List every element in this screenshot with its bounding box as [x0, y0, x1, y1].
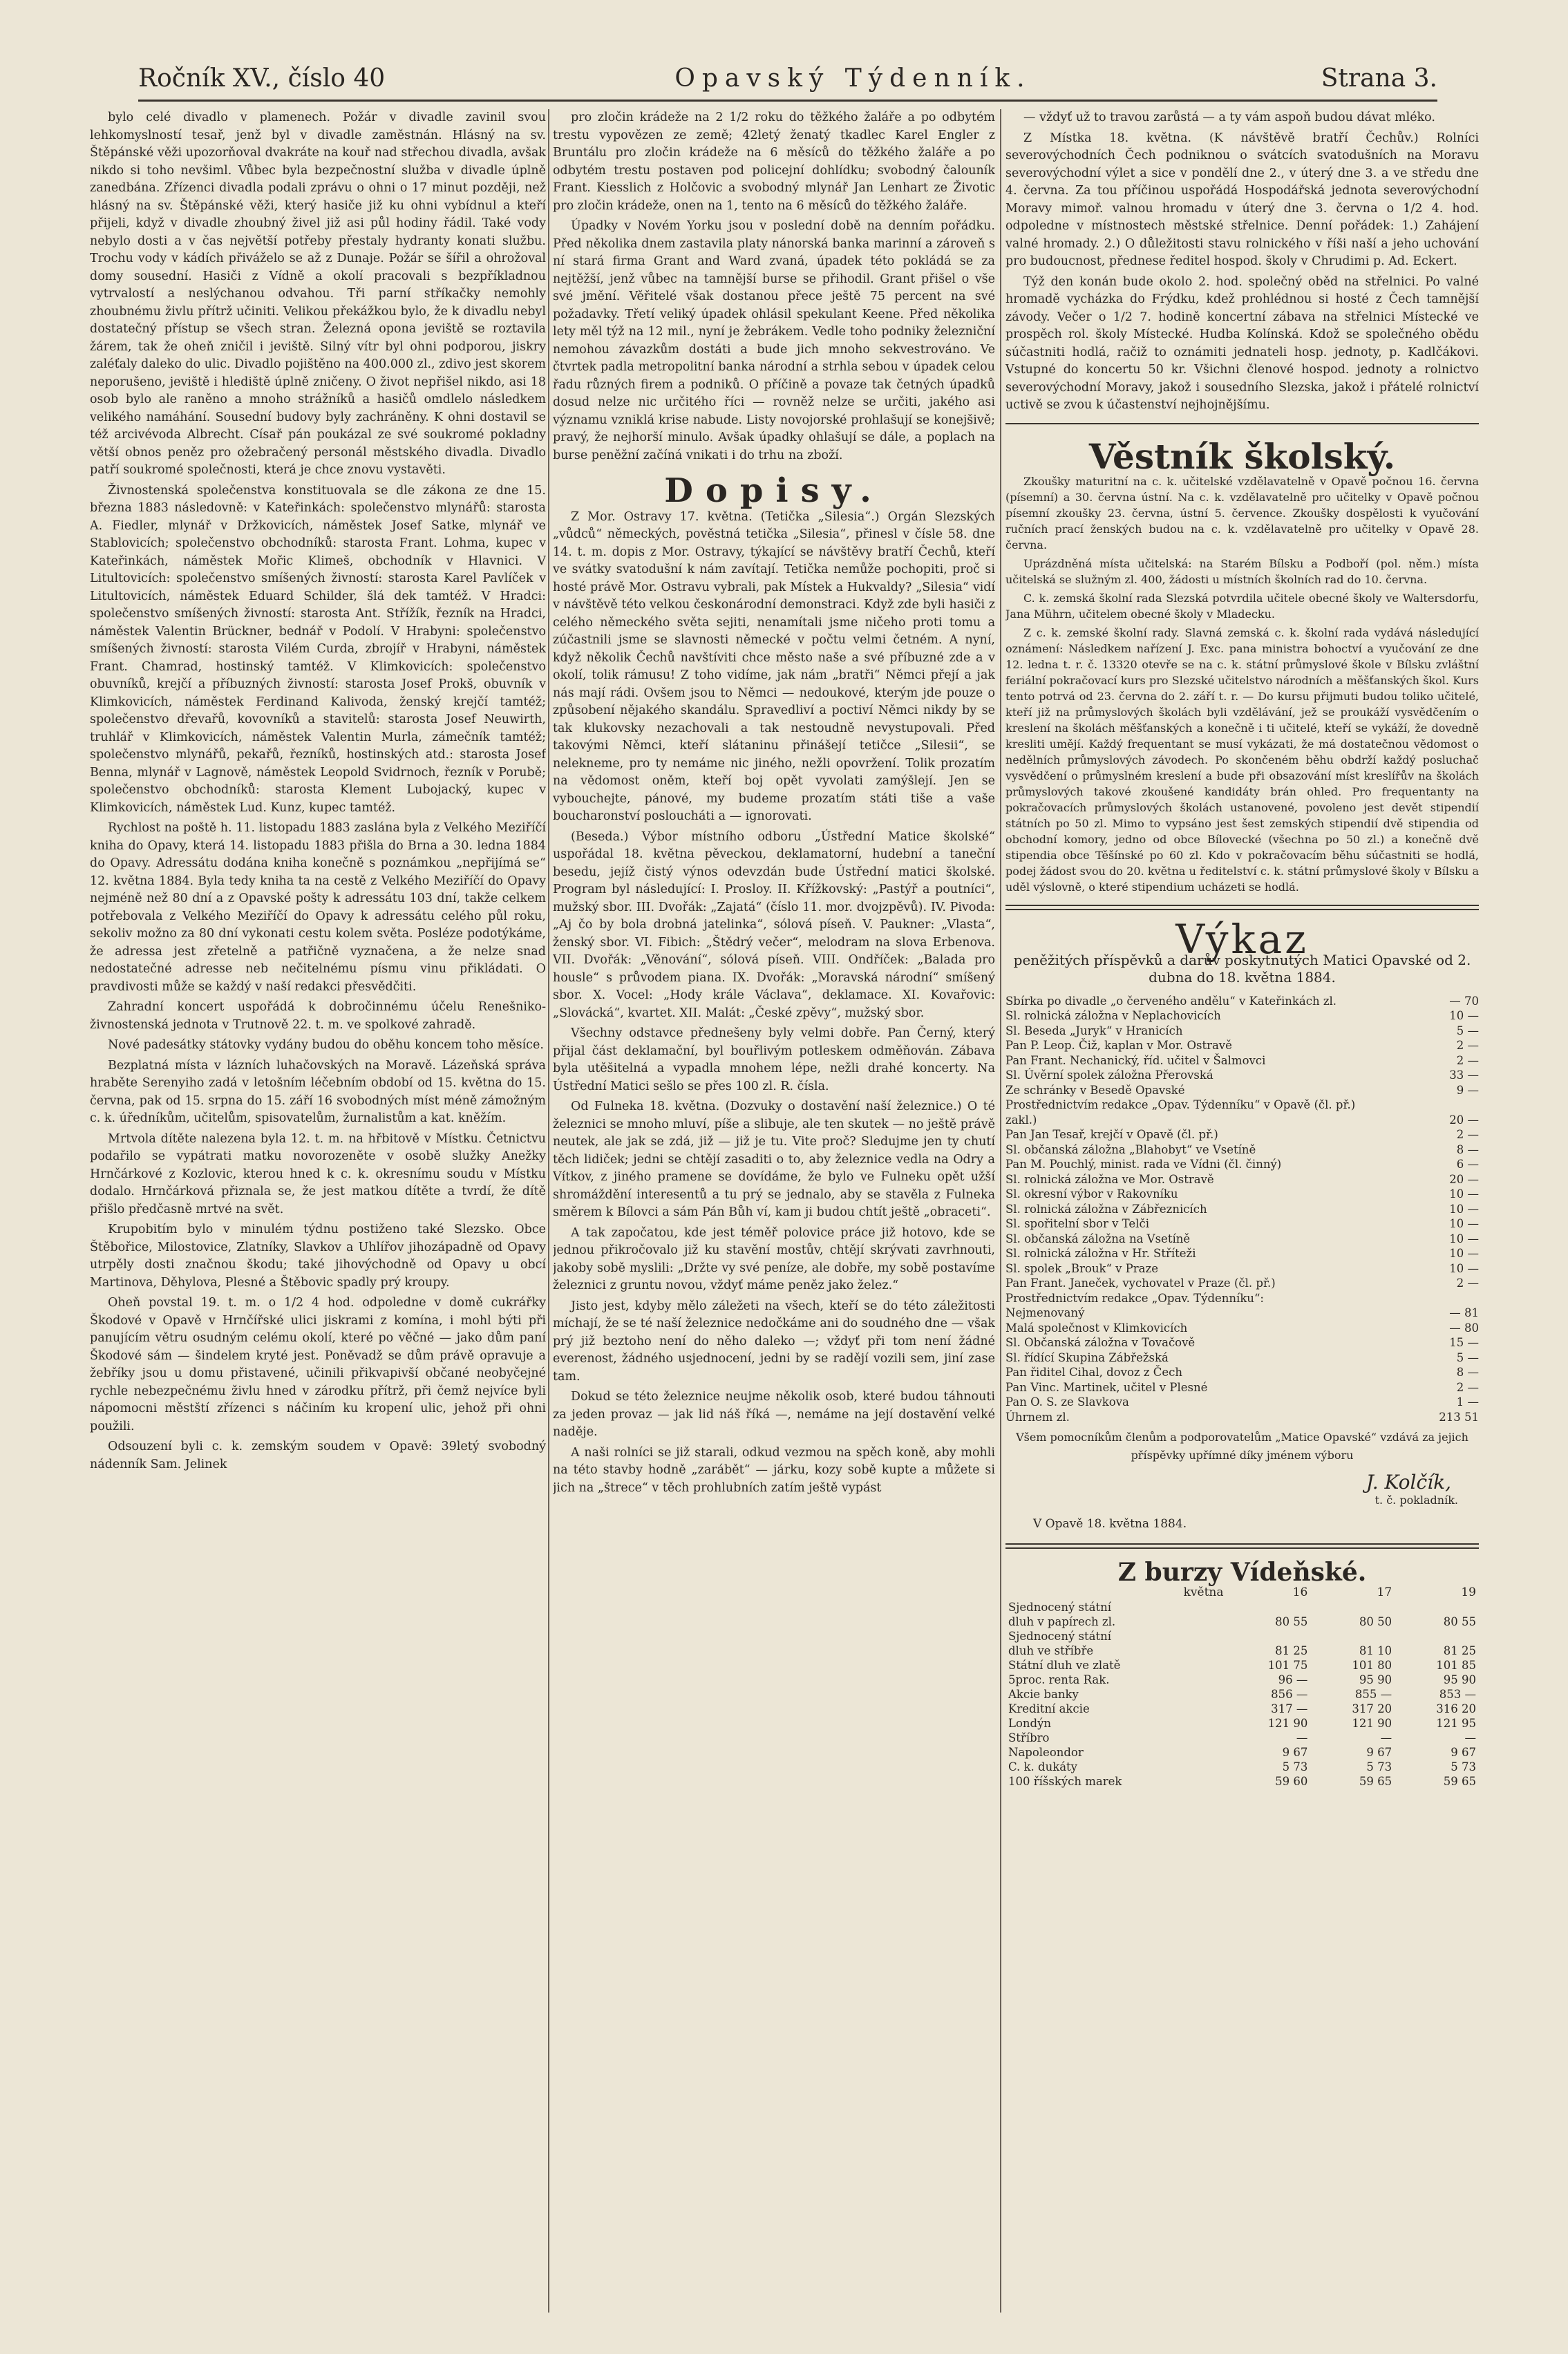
- burza-row: [1005, 1745, 1479, 1760]
- column-divider: [548, 109, 549, 2313]
- price-cell: 121 90: [1352, 1717, 1392, 1730]
- price-cell: [1227, 1600, 1311, 1614]
- security-name: Londýn: [1008, 1717, 1052, 1730]
- donation-row: [1005, 1083, 1479, 1098]
- donation-row: [1005, 1142, 1479, 1158]
- column-1: [90, 109, 546, 2313]
- newspaper-title: Opavský Týdenník.: [674, 64, 1032, 93]
- section-title-burza: Z burzy Vídeňské.: [1117, 1557, 1367, 1587]
- donation-row: [1005, 1335, 1479, 1350]
- donor-name: Sl. občanská záložna na Vsetíně: [1005, 1232, 1191, 1245]
- burza-row: [1005, 1614, 1479, 1629]
- price-cell: 80 55: [1443, 1615, 1476, 1628]
- article-paragraph: bylo celé divadlo v plamenech. Požár v divadle zavinil svou lehkomyslností tesař, jenž byl v divadle zaměstnán. Hlásný na sv. Štěpánské věži upozorňoval dvakráte na kouř nad střechou divadla, avšak nikdo si toho nevšiml. Vůbec byla bezpečnostní služba v divadle úplně zanedbána. Zřízenci divadla podali zprávu o ohni o 17 minut později, než hlásný na sv. Štěpánské věži, který hasiče již ku ohni vybídnul a kteří přijeli, když v divadle zhoubný živel již asi půl hodiny řádil. Také vody nebylo dosti a v čas největší potřeby přestaly hydranty konati službu. Trochu vody v kádích přiváželo se až z Dunaje. Požár se šířil a ohrožoval domy sousední. Hasiči z Vídně a okolí pracovali s bezpříkladnou vytrvalostí a neslýchanou odvahou. Tři parní stříkačky nemohly zhoubnému živlu přítrž učiniti. Velikou překážkou bylo, že k divadlu nebyl dostatečný přístup se všech stran. Železná opona jeviště se roztavila žárem, tak že oheň zničil i jeviště. Silný vítr byl ohni podporou, jiskry zaléťaly daleko do ulic. Divadlo pojištěno na 400.000 zl., zdivo jest skorem neporušeno, jeviště i hlediště úplně zničeny. O život nepřišel nikdo, asi 18 osob bylo ale raněno a mnoho strážníků a hasičů omdlelo následkem velikého namáhání. Sousední budovy byly zachráněny. K ohni dostavil se též arcivévoda Albrecht. Císař pán poukázal ze své soukromé pokladny větší obnos peněz pro ožebračený personál městského divadla. Divadlo patří soukromé společnosti, která je chce znovu vystavěti.: [90, 111, 546, 477]
- security-name: Akcie banky: [1008, 1688, 1079, 1701]
- donation-amount: 6 —: [1456, 1158, 1479, 1171]
- donation-amount: 20 —: [1449, 1172, 1479, 1186]
- article-paragraph: Nové padesátky státovky vydány budou do oběhu koncem toho měsíce.: [108, 1038, 544, 1052]
- price-cell: 96 —: [1278, 1673, 1308, 1686]
- price-cell: [1310, 1629, 1395, 1644]
- donation-amount: 10 —: [1449, 1187, 1479, 1200]
- donation-amount: 33 —: [1449, 1068, 1479, 1082]
- donation-amount: 10 —: [1449, 1261, 1479, 1275]
- price-cell: 9 67: [1282, 1746, 1308, 1759]
- donation-row: [1005, 1038, 1479, 1053]
- letter-paragraph: A tak započatou, kde jest téměř polovice práce již hotovo, kde se jednou přikročovalo již ku stavění mostův, chtějí skrývati zavrhnouti, jakoby sobě myslili: „Držte vy své peníze, ale dobře, my sobě postavíme železnici z gruntu novou, vždyť máme peněz jako želez.“: [553, 1225, 995, 1292]
- donor-name: Pan Jan Tesař, krejčí v Opavě (čl. př.): [1005, 1128, 1218, 1141]
- price-cell: 9 67: [1366, 1746, 1392, 1759]
- donation-amount: — 80: [1449, 1321, 1479, 1335]
- donor-name: Sl. rolnická záložna v Neplachovicích: [1005, 1009, 1221, 1022]
- treasurer-signature: J. Kolčík,: [1366, 1471, 1451, 1494]
- letter-paragraph: Od Fulneka 18. května. (Dozvuky o dostavění naší železnice.) O té železnici se mnoho mluví, píše a slibuje, ale ten skutek — no ještě právě neutek, ale jak se zdá, již — již je tu. Vite proč? Sledujme jen ty chutí těch lidiček; jedni se chtějí zasaditi o to, aby železnice vedla na Odry a Vítkov, z jiného pramene se dovídáme, že bylo ve Fulneku opět užší shromáždění interesentů a tu prý se jednalo, aby se stavěla z Fulneka směrem k Bílovci a sám Pán Bůh ví, kam ji budou chtít ještě „obraceti“.: [553, 1100, 995, 1219]
- treasurer-title: t. č. pokladník.: [1375, 1493, 1458, 1507]
- donation-amount: 2 —: [1456, 1039, 1479, 1052]
- price-cell: 853 —: [1439, 1688, 1476, 1701]
- donation-amount: 8 —: [1456, 1142, 1479, 1156]
- donation-amount: 5 —: [1456, 1350, 1479, 1364]
- donation-row: [1005, 1306, 1479, 1321]
- donor-name: Ze schránky v Besedě Opavské: [1005, 1083, 1185, 1097]
- donation-row: [1005, 1187, 1479, 1202]
- letter-paragraph: Dokud se této železnice neujme několik osob, které budou táhnouti za jeden provaz — jak lid náš říká —, nemáme na její dostavění velké naděje.: [553, 1390, 995, 1439]
- donation-row: [1005, 1232, 1479, 1247]
- donor-name: Pan P. Leop. Čiž, kaplan v Mor. Ostravě: [1005, 1039, 1232, 1052]
- donor-name: Prostřednictvím redakce „Opav. Týdenníku“:: [1005, 1291, 1264, 1305]
- donor-name: Pan O. S. ze Slavkova: [1005, 1395, 1129, 1409]
- column-2: [553, 109, 995, 2313]
- vykaz-subtitle: peněžitých příspěvků a darův poskytnutých Matici Opavské od 2. dubna do 18. května 1884.: [1013, 951, 1471, 986]
- price-cell: 121 95: [1436, 1717, 1476, 1730]
- letter-paragraph: Jisto jest, kdyby mělo záležeti na všech, kteří se do této záležitosti míchají, že se té naší železnice nedočkáme ani do soudného dne — však prý již beztoho není do něho daleko —; vždyť při tom není žádné everenost, žádného usjednocení, jedni by se radějí vozili sem, jiní zase tam.: [553, 1299, 995, 1384]
- donor-name: Sl. spořitelní sbor v Telči: [1005, 1217, 1149, 1230]
- price-cell: 317 20: [1352, 1702, 1392, 1715]
- price-cell: 5 73: [1282, 1760, 1308, 1773]
- donor-name: Nejmenovaný: [1005, 1306, 1085, 1319]
- section-divider: [1005, 905, 1479, 910]
- column-3: [1005, 109, 1479, 2313]
- price-cell: 5 73: [1366, 1760, 1392, 1773]
- article-paragraph: Mrtvola dítěte nalezena byla 12. t. m. na hřbitově v Místku. Četnictvu podařilo se vypátrati matku novorozeněte v osobě služky Anežky Hrnčárkové z Kozlovic, kterou hned k c. k. okresnímu soudu v Místku dodalo. Hrnčárková přiznala se, že jest matkou dítěte a tvrdí, že dítě přišlo předčasně mrtvé na svět.: [90, 1131, 546, 1216]
- donation-row: [1005, 1261, 1479, 1277]
- stock-exchange-table: [1005, 1585, 1479, 1789]
- price-cell: 59 65: [1443, 1775, 1476, 1788]
- donor-name: Sl. rolnická záložna v Hr. Stříteži: [1005, 1247, 1196, 1260]
- donation-row: [1005, 1157, 1479, 1172]
- donation-amount: 9 —: [1456, 1083, 1479, 1097]
- column-divider: [1000, 109, 1001, 2313]
- price-cell: 59 65: [1359, 1775, 1392, 1788]
- donation-amount: 8 —: [1456, 1366, 1479, 1379]
- price-cell: [1227, 1629, 1311, 1644]
- burza-header-cell: 17: [1377, 1585, 1392, 1599]
- school-notice: Zkoušky maturitní na c. k. učitelské vzdělavatelně v Opavě počnou 16. června (písemní) a 30. června ústní. Na c. k. vzdělavatelně pro učitelky v Opavě počnou písemní zkoušky 23. června, ústní 5. července. Zkoušky dospělosti k vyučování ručních prací ženských budou na c. k. vzdělavatelně pro učitelky v Opavě 28. června.: [1005, 475, 1479, 552]
- burza-header-cell: 19: [1461, 1585, 1476, 1599]
- burza-row: [1005, 1774, 1479, 1789]
- donation-amount: 2 —: [1456, 1128, 1479, 1141]
- security-name: C. k. dukáty: [1008, 1760, 1077, 1773]
- donation-amount: 1 —: [1456, 1395, 1479, 1409]
- burza-row: [1005, 1600, 1479, 1614]
- donation-row: [1005, 1380, 1479, 1395]
- burza-row: [1005, 1629, 1479, 1644]
- donation-amount: 10 —: [1449, 1009, 1479, 1022]
- donation-amount: 2 —: [1456, 1277, 1479, 1290]
- burza-row: [1005, 1731, 1479, 1745]
- donor-name: zakl.): [1005, 1113, 1037, 1127]
- security-name: Kreditní akcie: [1008, 1702, 1090, 1715]
- school-notice: Uprázdněná místa učitelská: na Starém Bílsku a Podboří (pol. něm.) místa učitelská se služným zl. 400, žádosti u místních školních rad do 10. června.: [1005, 557, 1479, 586]
- donor-name: Úhrnem zl.: [1005, 1410, 1070, 1424]
- article-paragraph: Krupobitím bylo v minulém týdnu postiženo také Slezsko. Obce Štěbořice, Milostovice, Zlatníky, Slavkov a Uhlířov jihozápadně od Opavy utrpěly dosti značnou škodu; také jihovýchodně od Opavy u obcí Martinova, Děhylova, Plesné a Štěbovic spadly prý kroupy.: [90, 1223, 546, 1290]
- donor-name: Prostřednictvím redakce „Opav. Týdenníku“ v Opavě (čl. př.): [1005, 1098, 1356, 1111]
- donation-row: [1005, 1410, 1479, 1425]
- donor-name: Pan M. Pouchlý, minist. rada ve Vídni (čl. činný): [1005, 1158, 1282, 1171]
- page-header: [138, 57, 1437, 102]
- article-paragraph: Oheň povstal 19. t. m. o 1/2 4 hod. odpoledne v domě cukrářky Škodové v Opavě v Hrnčířské ulici jiskrami z komína, i mohl býti při panujícím větru osudným celému okolí, které po věčné — jako dům paní Škodové sám — šindelem kryté jest. Poněvadž se dům právě opravuje a žebříky jsou u domu přistavené, učinili přikvapivší občané neobyčejné rychle nebezpečnému živlu hned v zárodku přítrž, při čemž nejvíce byli nápomocni městští zřízenci s náčiním ku kropení ulic, jehož při ohni použili.: [90, 1296, 546, 1433]
- price-cell: 80 55: [1275, 1615, 1308, 1628]
- security-name: Sjednocený státní: [1008, 1630, 1111, 1643]
- section-divider: [1005, 423, 1479, 424]
- price-cell: 316 20: [1436, 1702, 1476, 1715]
- section-title-dopisy: Dopisy.: [664, 471, 884, 510]
- security-name: Sjednocený státní: [1008, 1601, 1111, 1614]
- donation-row: [1005, 1127, 1479, 1142]
- burza-header-cell: května: [1183, 1585, 1224, 1599]
- price-cell: 101 85: [1436, 1659, 1476, 1672]
- donation-amount: 2 —: [1456, 1380, 1479, 1394]
- price-cell: 81 25: [1275, 1644, 1308, 1657]
- donation-row: [1005, 994, 1479, 1009]
- donation-row: [1005, 1024, 1479, 1039]
- donor-name: Sl. Úvěrní spolek záložna Přerovská: [1005, 1068, 1213, 1082]
- security-name: dluh v papírech zl.: [1008, 1615, 1116, 1628]
- price-cell: 101 80: [1352, 1659, 1392, 1672]
- security-name: 5proc. renta Rak.: [1008, 1673, 1110, 1686]
- article-paragraph: Z Místka 18. května. (K návštěvě bratří Čechův.) Rolníci severovýchodních Čech podniknou o svátcích svatodušních na Moravu severovýchodní výlet a sice v pondělí dne 2., v úterý dne 3. a ve středu dne 4. června. Za tou příčinou uspořádá Hospodářská jednota severovýchodní Moravy mimoř. valnou hromadu v úterý dne 3. června o 1/2 4. hod. odpoledne v místnostech městské střelnice. Denní pořádek: 1.) Zahájení valné hromady. 2.) O důležitosti stavu rolnického v říši naší a jeho uchování pro budoucnost, přednese ředitel hospod. školy v Chrudimi p. Ad. Eckert.: [1005, 131, 1479, 268]
- price-cell: 81 25: [1443, 1644, 1476, 1657]
- burza-row: [1005, 1760, 1479, 1774]
- donation-amount: — 70: [1449, 994, 1479, 1008]
- security-name: Státní dluh ve zlatě: [1008, 1659, 1121, 1672]
- donation-amount: 10 —: [1449, 1247, 1479, 1260]
- school-notice: C. k. zemská školní rada Slezská potvrdila učitele obecné školy ve Waltersdorfu, Jana Mührn, učitelem obecné školy v Mladecku.: [1005, 592, 1479, 621]
- donation-amount: — 81: [1449, 1306, 1479, 1319]
- donor-name: Sl. řídící Skupina Zábřežská: [1005, 1350, 1169, 1364]
- burza-row: [1005, 1687, 1479, 1702]
- donor-name: Sl. rolnická záložna v Zábřeznicích: [1005, 1202, 1207, 1216]
- burza-row: [1005, 1702, 1479, 1716]
- burza-row: [1005, 1716, 1479, 1731]
- price-cell: 81 10: [1359, 1644, 1392, 1657]
- price-cell: 9 67: [1451, 1746, 1476, 1759]
- article-paragraph: Bezplatná místa v lázních luhačovských na Moravě. Lázeňská správa hraběte Serenyiho zadá v letošním léčebním období od 15. května do 15. června, pak od 15. srpna do 15. září 16 svobodných míst méně zámožným c. k. úředníkům, učitelům, spisovatelům, žurnalistům a kat. kněžím.: [90, 1058, 546, 1125]
- donor-name: Sl. okresní výbor v Rakovníku: [1005, 1187, 1178, 1200]
- section-divider: [1005, 1543, 1479, 1549]
- donation-row: [1005, 1008, 1479, 1024]
- letter-paragraph: Všechny odstavce přednešeny byly velmi dobře. Pan Černý, který přijal část deklamační, byl bouřlivým potleskem odměňován. Zábava byla utěšitelná a vypadla mnohem lépe, nežli drahé koncerty. Na Ústřední Matici sešlo se přes 100 zl. R. čísla.: [553, 1026, 995, 1093]
- donor-name: Pan řiditel Cihal, dovoz z Čech: [1005, 1366, 1183, 1379]
- donation-amount: 2 —: [1456, 1053, 1479, 1067]
- donation-amount: 20 —: [1449, 1113, 1479, 1127]
- donation-row: [1005, 1321, 1479, 1336]
- security-name: dluh ve stříbře: [1008, 1644, 1094, 1657]
- vykaz-thanks: Všem pomocníkům členům a podporovatelům „Matice Opavské“ vzdává za jejich příspěvky upřímné díky jménem výboru: [1016, 1431, 1468, 1462]
- letter-paragraph: (Beseda.) Výbor místního odboru „Ústřední Matice školské“ uspořádal 18. května pěveckou, deklamatorní, hudební a taneční besedu, jejíž čistý výnos odevzdán bude Ústřední matici školské. Program byl následující: I. Prosloy. II. Křížkovský: „Pastýř a poutníci“, mužský sbor. III. Dvořák: „Zajatá“ (číslo 11. mor. dvojzpěvů). IV. Pivoda: „Aj čo by bola drobná jatelinka“, sólová píseň. V. Paukner: „Vlasta“, ženský sbor. VI. Fibich: „Štědrý večer“, melodram na slova Erbenova. VII. Dvořák: „Věnování“, sólová píseň. VIII. Ondříček: „Balada pro housle“ s průvodem piana. IX. Dvořák: „Moravská národní“ smíšený sbor. X. Vocel: „Hody krále Václava“, deklamace. XI. Kovařovic: „Slovácká“, kvartet. XII. Malát: „České zpěvy“, mužský sbor.: [553, 829, 995, 1020]
- donation-row: [1005, 1172, 1479, 1187]
- article-paragraph: Zahradní koncert uspořádá k dobročinnému účelu Renešniko-živnostenská jednota v Trutnově 22. t. m. ve spolkové zahradě.: [90, 1000, 546, 1032]
- donor-name: Pan Frant. Nechanický, říd. učitel v Šalmovci: [1005, 1053, 1266, 1067]
- donation-amount: [1424, 1291, 1479, 1306]
- donations-table: [1005, 994, 1479, 1425]
- donation-row: [1005, 1291, 1479, 1306]
- price-cell: 317 —: [1271, 1702, 1308, 1715]
- donation-amount: 10 —: [1449, 1202, 1479, 1216]
- price-cell: 855 —: [1354, 1688, 1392, 1701]
- page-number: Strana 3.: [1321, 64, 1437, 93]
- price-cell: —: [1464, 1731, 1476, 1744]
- letter-paragraph: Z Mor. Ostravy 17. května. (Tetička „Silesia“.) Orgán Slezských „vůdců“ německých, pověstná tetička „Silesia“, přinesl v čísle 58. dne 14. t. m. dopis z Mor. Ostravy, týkající se návštěvy bratří Čechů, kteří ve svátky svatodušní k nám zavítají. Tetička nemůže pochopiti, proč si hosté právě Mor. Ostravu vybrali, pak Místek a Hukvaldy? „Silesia“ vidí v návštěvě této velkou českonárodní demonstraci. Když zde byli hasiči z celého německého světa sejiti, nenamítali jsme ničeho proti tomu a zúčastnili jsme se slavnosti německé v počtu velmi četném. A nyní, když několik Čechů navštíviti chce město naše a své příbuzné zde a v okolí, tolik rámusu! Z toho vidíme, jak nám „bratři“ Němci přejí a jak nás mají rádi. Ovšem jsou to Němci — nedoukové, kterým jde pouze o způsobení nějakého skandálu. Spravedliví a poctiví Němci nikdy by se tak klukovsky nezachovali a tak nestoudně nevystupovali. Před takovými Němci, kteří slátaninu přinášejí tetičce „Silesii“, se nelekneme, pro ty nemáme nic jiného, nežli opovržení. Tolik prozatím na vědomost oněm, kteří boj opět vyvolati zamýšlejí. Jen se vybouchejte, pánové, my budeme prozatím státi tiše a vaše boucharonství posloucháti a — ignorovati.: [553, 509, 995, 823]
- donation-row: [1005, 1113, 1479, 1128]
- price-cell: [1310, 1600, 1395, 1614]
- price-cell: —: [1380, 1731, 1392, 1744]
- article-paragraph: Úpadky v Novém Yorku jsou v poslední době na denním pořádku. Před několika dnem zastavila platy nánorská banka marinní a zároveň s ní stará firma Grant and Ward zvaná, úpadek této pokládá se za nejtěžší, jenž vůbec na tamnější burse se přihodil. Grant přišel o vše své jmění. Věřitelé však dostanou přece ještě 75 percent na své požadavky. Třetí veliký úpadek ohlásil spekulant Keene. Před několika lety měl týž na 12 mil., nyní je žebrákem. Vedle toho podniky železniční nemohou závazkům dostáti a bude jich mnoho sekvestrováno. Ve čtvrtek padla metropolitní banka národní a strhla sebou v úpadek celou řadu různých firem a podniků. O příčině a povaze tak četných úpadků dosud nelze nic určitého říci — rovněž nelze se určiti, jakého asi významu vzniklá krise nabude. Listy novojorské prohlašují se konejšivě; pravý, že nejhorší minulo. Avšak úpadky ohlašují se dále, a poplach na burse peněžní začíná vnikati i do trhu na zboží.: [553, 219, 995, 462]
- donation-row: [1005, 1276, 1479, 1291]
- donation-amount: 5 —: [1456, 1024, 1479, 1037]
- donor-name: Sl. rolnická záložna ve Mor. Ostravě: [1005, 1172, 1214, 1186]
- donor-name: Pan Vinc. Martinek, učitel v Plesné: [1005, 1380, 1208, 1394]
- donation-amount: 10 —: [1449, 1232, 1479, 1245]
- article-paragraph: Rychlost na poště h. 11. listopadu 1883 zaslána byla z Velkého Meziříčí kniha do Opavy, která 14. listopadu 1883 přišla do Brna a 30. ledna 1884 do Opavy. Adressátu dodána kniha konečně s poznámkou „nepřijímá se“ 12. května 1884. Byla tedy kniha ta na cestě z Velkého Meziříčí do Opavy nejméně než 80 dní a z Opavské pošty k adressátu 103 dní, takže celkem potřebovala z Velkého Meziříčí do Opavy k adressátu celého půl roku, sekoliv možno za 80 dní vykonati cestu kolem světa. Posléze podotýkáme, že adressa jest zřetelně a patřičně vyznačena, a že nelze snad nedostatečné adresse neb nečitelnému písmu vinu přikládati. O pravdivosti může se každý v naší redakci přesvědčiti.: [90, 821, 546, 994]
- issue-number: Ročník XV., číslo 40: [138, 64, 386, 93]
- security-name: Napoleondor: [1008, 1746, 1084, 1759]
- price-cell: 5 73: [1451, 1760, 1476, 1773]
- donation-amount: [1424, 1098, 1479, 1113]
- donation-row: [1005, 1053, 1479, 1068]
- price-cell: 80 50: [1359, 1615, 1392, 1628]
- school-notice: Z c. k. zemské školní rady. Slavná zemská c. k. školní rada vydává následující oznámení: Následkem nařízení J. Exc. pana ministra bohoctví a vyučování ze dne 12. ledna t. r. č. 13320 otevře se na c. k. státní průmyslové škole v Bílsku zvláštní feriální pokračovací kurs pro Slezské učitelstvo národních a měšťanských škol. Kurs tento potrvá od 23. června do 2. září t. r. — Do kursu přijmuti budou toliko učitelé, kteří již na průmyslových školách byli vzdělávání, jež se proukáží vysvědčením o kreslení na školách měšťanských a konečně i ti učitelé, kteří se vykáží, že dovedně kresliti umějí. Každý frequentant se musí vykázati, že má dostatečnou vědomost o nedělních průmyslových závodech. Po skončeném běhu obdrží každý posluchač vysvědčení o průmyslném kreslení a bude při obsazování míst kreslířův na školách průmyslových takové zkoušené kandidáty brán ohled. Pro frequentanty na pokračovacích průmyslových školách ustanovené, povoleno jest devět stipendií státních po 50 zl. Mimo to vypsáno jest šest zemských stipendií dvě stipendia od obchodní komory, jedno od obce Bílovecké (všechna po 50 zl.) a konečně dvě stipendia obce Těšínské po 60 zl. Kdo v pokračovacím běhu súčastniti se hodlá, podej žádost svou do 20. května u ředitelství c. k. státní průmyslové školy v Bílsku a uděl výslovně, o které stipendium ucházeti se hodlá.: [1005, 626, 1479, 894]
- article-paragraph: Týž den konán bude okolo 2. hod. společný oběd na střelnici. Po valné hromadě vycházka do Frýdku, kdež prohlédnou si hosté z Čech tamnější závody. Večer o 1/2 7. hodině koncertní zábava na střelnici Místecké ve prospěch rol. školy Místecké. Hudba Kolínská. Kdož se společného obědu súčastniti hodlá, račiž to oznámiti jednateli hosp. jednoty, p. Kadlčákovi. Vstupné do koncertu 50 kr. Všichni členové hospod. jednoty a rolnictvo severovýchodní Moravy, jakož i sousedního Slezska, jakož i přátelé rolnictví uctivě se zvou k účastenství nejhojnějšímu.: [1005, 274, 1479, 412]
- donation-row: [1005, 1216, 1479, 1232]
- letter-paragraph: A naši rolníci se již starali, odkud vezmou na spěch koně, aby mohli na této stavby hodně „zarábět“ — járku, kozy sobě kupte a můžete si jich na „štrece“ v těch prohlubních zatím ještě vypást: [553, 1445, 995, 1495]
- donation-amount: 10 —: [1449, 1217, 1479, 1230]
- donor-name: Sl. Občanská záložna v Tovačově: [1005, 1336, 1196, 1349]
- donor-name: Pan Frant. Janeček, vychovatel v Praze (čl. př.): [1005, 1277, 1276, 1290]
- donor-name: Malá společnost v Klimkovicích: [1005, 1321, 1188, 1335]
- vykaz-date: V Opavě 18. května 1884.: [1033, 1517, 1187, 1531]
- article-paragraph: Odsouzení byli c. k. zemským soudem v Opavě: 39letý svobodný nádenník Sam. Jelinek: [90, 1440, 546, 1471]
- donation-row: [1005, 1365, 1479, 1380]
- donor-name: Sbírka po divadle „o červeného andělu“ v Kateřinkách zl.: [1005, 994, 1337, 1008]
- price-cell: 95 90: [1443, 1673, 1476, 1686]
- price-cell: —: [1296, 1731, 1308, 1744]
- donation-amount: 213 51: [1439, 1410, 1479, 1424]
- donation-row: [1005, 1098, 1479, 1113]
- donor-name: Sl. Beseda „Juryk“ v Hranicích: [1005, 1024, 1183, 1037]
- donation-row: [1005, 1246, 1479, 1261]
- burza-header-row: [1005, 1585, 1479, 1600]
- section-title-vykaz: Výkaz: [1175, 916, 1309, 963]
- burza-row: [1005, 1658, 1479, 1673]
- burza-header-cell: 16: [1292, 1585, 1308, 1599]
- article-paragraph: — vždyť už to travou zarůstá — a ty vám aspoň budou dávat mléko.: [1023, 111, 1435, 124]
- price-cell: [1395, 1629, 1479, 1644]
- price-cell: 856 —: [1271, 1688, 1308, 1701]
- burza-row: [1005, 1644, 1479, 1658]
- price-cell: 59 60: [1275, 1775, 1308, 1788]
- price-cell: 101 75: [1267, 1659, 1308, 1672]
- article-paragraph: pro zločin krádeže na 2 1/2 roku do těžkého žaláře a po odbytém trestu vypovězen ze země; 42letý ženatý tkadlec Karel Engler z Bruntálu pro zločin krádeže na 6 měsíců do těžkého žaláře a po odbytém trestu postaven pod policejní dohlídku; svobodný čalouník Frant. Kiesslich z Holčovic a svobodný mlynář Jan Lenhart ze Životic pro zločin krádeže, onen na 1, tento na 6 měsíců do těžkého žaláře.: [553, 111, 995, 213]
- security-name: 100 říšských marek: [1008, 1775, 1122, 1788]
- security-name: Stříbro: [1008, 1731, 1050, 1744]
- donor-name: Sl. spolek „Brouk“ v Praze: [1005, 1261, 1158, 1275]
- donation-row: [1005, 1395, 1479, 1410]
- article-paragraph: Živnostenská společenstva konstituovala se dle zákona ze dne 15. března 1883 následovně: v Kateřinkách: společenstvo mlynářů: starosta A. Fiedler, mlynář v Držkovicích, náměstek Josef Satke, mlynář ve Stablovicích; společenstvo obchodníků: starosta Frant. Lohma, kupec v Kateřinkách, náměstek Mořic Klimeš, obchodník v Hlavnici. V Litultovicích: společenstvo smíšených živností: starosta Karel Pavlíček v Litultovicích, náměstek Eduard Schilder, šlá dek tamtéž. V Hradci: společenstvo smíšených živností: starosta Ant. Střížík, řezník na Hradci, náměstek Valentin Brückner, bednář v Podolí. V Hrabyni: společenstvo smíšených živností: starosta Vilém Curda, zbrojíř v Hrabyni, náměstek Frant. Chamrad, hostinský tamtéž. V Klimkovicích: společenstvo obuvníků, krejčí a příbuzných živností: starosta Josef Prokš, obuvník v Klimkovicích, náměstek Ferdinand Kalivoda, ženský krejčí tamtéž; společenstvo dřevařů, kovovníků a stavitelů: starosta Josef Neuwirth, truhlář v Klimkovicích, náměstek Valentin Murla, zámečník tamtéž; společenstvo mlynářů, pekařů, řezníků, hostinských atd.: starosta Josef Benna, mlynář v Lagnově, náměstek Leopold Svidrnoch, řezník v Porubě; společenstvo obchodníků: starosta Klement Lubojacký, kupec v Klimkovicích, náměstek Lud. Kunz, kupec tamtéž.: [90, 483, 546, 815]
- donation-row: [1005, 1068, 1479, 1083]
- price-cell: 95 90: [1359, 1673, 1392, 1686]
- donation-row: [1005, 1202, 1479, 1217]
- section-title-vestnik: Věstník školský.: [1088, 435, 1396, 477]
- price-cell: 121 90: [1267, 1717, 1308, 1730]
- price-cell: [1395, 1600, 1479, 1614]
- donation-row: [1005, 1350, 1479, 1366]
- burza-row: [1005, 1673, 1479, 1687]
- donor-name: Sl. občanská záložna „Blahobyt“ ve Vsetíně: [1005, 1142, 1256, 1156]
- donation-amount: 15 —: [1449, 1336, 1479, 1349]
